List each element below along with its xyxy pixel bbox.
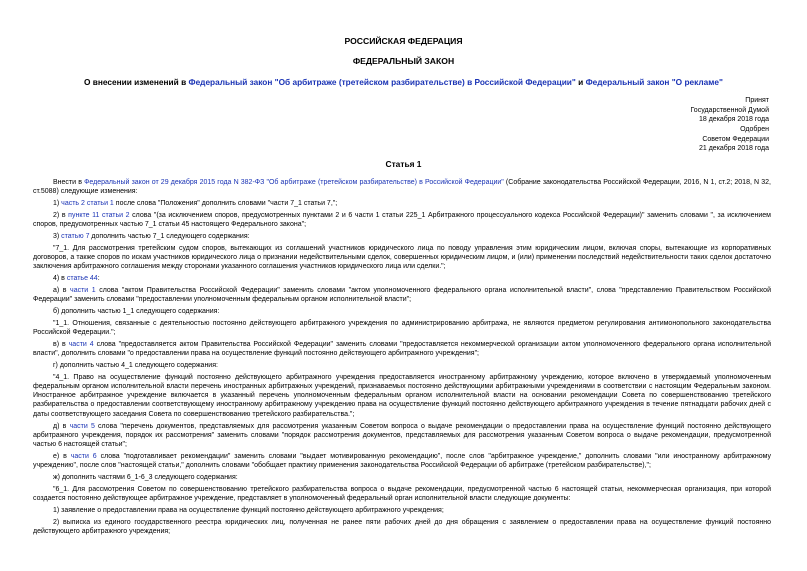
text: слова "подготавливает рекомендации" заменить словами "выдает мотивированную рекомендацию", после слов "арбитражное учреждение," дополнить словами "или иностранному арбитражному учреждению", после слов "настоящей статьи," дополнить словами "обобщает практику применения законодательства Российской Федерации об арбитраже (третейском разбирательстве),"; (33, 452, 771, 470)
paragraph: б) дополнить частью 1_1 следующего содержания: (53, 307, 220, 315)
acceptance-line: Принят (745, 97, 769, 104)
text: слова "(за исключением споров, предусмотренных пунктами 2 и 6 части 1 статьи 225_1 Арбитражного процессуального кодекса Российской Федерации)" заменить словами ", за исключением споров, предусмотренных частью 7_1 статьи 45 настоящего Федерального закона"; (33, 211, 771, 229)
paragraph: 2) выписка из единого государственного реестра юридических лиц, полученная не ранее пяти рабочих дней до дня обращения с заявлением о предоставлении права на осуществление функций постоянно действующего арбитражного учреждения; (33, 518, 771, 535)
article-body (33, 178, 771, 539)
text: в) в (53, 340, 69, 348)
text: Внести в (53, 179, 85, 186)
text: (Собрание законодательства Российской Федерации, 2016, N 1, ст.2; 2018, N 32, ст.5088) следующие изменения: (33, 179, 771, 196)
text: дополнить частью 7_1 следующего содержания: (89, 232, 250, 240)
law-link[interactable]: часть 2 статьи 1 (61, 200, 114, 208)
text: 3) (53, 232, 62, 240)
text: 4) в (53, 275, 67, 283)
paragraph (33, 422, 771, 450)
paragraph: ж) дополнить частями 6_1-6_3 следующего содержания: (53, 473, 238, 481)
text: д) в (53, 422, 70, 430)
title-conjunction: и (575, 77, 586, 87)
text: е) в (53, 452, 71, 460)
law-title (0, 77, 807, 88)
paragraph: "7_1. Для рассмотрения третейским судом споров, вытекающих из соглашений участников юридического лица по поводу управления этим юридическим лицом, включая споры, вытекающие из корпоративных договоров, а также споров по искам участников юридического лица о признании недействительными сделок, совершенных юридическим лицом, и (или) применении последствий недействительности таких сделок достаточно заключения арбитражного соглашения между сторонами указанного соглашения участников юридического лица или сделки."; (33, 244, 771, 271)
paragraph (33, 274, 771, 283)
paragraph (33, 178, 771, 196)
paragraph: 1) заявление о предоставлении права на осуществление функций постоянно действующего арбитражного учреждения; (53, 506, 444, 514)
text: 2) в (53, 211, 69, 219)
country-heading: РОССИЙСКАЯ ФЕДЕРАЦИЯ (344, 36, 463, 46)
article-heading: Статья 1 (385, 159, 422, 169)
law-link[interactable]: части 1 (70, 286, 96, 294)
text: 1) (53, 200, 62, 208)
law-link[interactable]: статью 7 (61, 232, 90, 240)
title-link-arbitration-law[interactable]: Федеральный закон "Об арбитраже (третейском разбирательстве) в Российской Федерации" (188, 77, 576, 87)
title-prefix: О внесении изменений в (84, 77, 189, 87)
paragraph (33, 232, 771, 241)
text: слова "актом Правительства Российской Федерации" заменить словами "актом уполномоченного федерального органа исполнительной власти", слова "представлению Правительством Российской Федерации" заменить словами "предоставлении уполномоченным федеральным органом исполнительной власти"; (33, 286, 771, 304)
title-link-advertising-law[interactable]: Федеральный закон "О рекламе" (585, 77, 723, 87)
acceptance-line: Советом Федерации (702, 135, 769, 143)
law-heading: ФЕДЕРАЛЬНЫЙ ЗАКОН (352, 56, 455, 66)
law-link[interactable]: части 4 (68, 340, 94, 348)
paragraph (33, 452, 771, 470)
acceptance-block (690, 96, 769, 154)
law-link[interactable]: части 6 (70, 452, 97, 460)
text: а) в (53, 286, 71, 294)
law-link[interactable]: статье 44 (66, 275, 98, 283)
text: : (97, 275, 100, 283)
text: слова "перечень документов, представляемых для рассмотрения указанным Советом вопроса о выдаче рекомендации о предоставлении права на осуществление функций постоянно действующего арбитражного учреждения, порядок их рассмотрения" заменить словами "порядок рассмотрения документов, представляемых для рассмотрения указанным Советом вопроса о выдаче рекомендации, предусмотренной частью 6 настоящей статьи"; (33, 422, 771, 448)
acceptance-line: 18 декабря 2018 года (698, 116, 769, 124)
text: слова "предоставляется актом Правительства Российской Федерации" заменить словами "предоставляется некоммерческой организации актом уполномоченного федерального органа исполнительной власти", дополнить словами "о предоставлении права на осуществление функций постоянно действующего арбитражного учреждения"; (33, 340, 772, 358)
paragraph: г) дополнить частью 4_1 следующего содержания: (53, 361, 218, 369)
paragraph (33, 340, 771, 358)
paragraph: "4_1. Право на осуществление функций постоянно действующего арбитражного учреждения предоставляется иностранному арбитражному учреждению, которое включено в утверждаемый уполномоченным федеральным органом исполнительной власти перечень иностранных арбитражных учреждений, признаваемых постоянно действующими арбитражными учреждениями в соответствии с настоящим Федеральным законом. Иностранное арбитражное учреждение включается в указанный перечень уполномоченным федеральным органом исполнительной власти на основании рекомендации Совета по совершенствованию третейского разбирательства о предоставлении соответствующему иностранному арбитражному учреждению права на осуществление функций постоянно действующего арбитражного учреждения в течение пятнадцати рабочих дней с даты соответствующего заседания Совета по совершенствованию третейского разбирательства."; (33, 373, 771, 418)
paragraph (33, 199, 771, 208)
law-link[interactable]: Федеральный закон от 29 декабря 2015 года N 382-ФЗ "Об арбитраже (третейском разбирательстве) в Российской Федерации" (84, 179, 504, 186)
text: после слова "Положения" дополнить словами "части 7_1 статьи 7,"; (113, 200, 338, 208)
acceptance-line: Одобрен (740, 125, 769, 133)
acceptance-line: 21 декабря 2018 года (698, 145, 769, 153)
paragraph (33, 211, 771, 229)
law-link[interactable]: пункте 11 статьи 2 (68, 211, 130, 219)
law-link[interactable]: части 5 (69, 422, 95, 430)
acceptance-line: Государственной Думой (690, 106, 769, 114)
paragraph: "6_1. Для рассмотрения Советом по совершенствованию третейского разбирательства вопроса о выдаче рекомендации, предусмотренной частью 6 настоящей статьи, некоммерческая организация, при которой создается постоянно действующее арбитражное учреждение, представляет в уполномоченный федеральный орган исполнительной власти следующие документы: (33, 485, 771, 502)
paragraph (33, 286, 771, 304)
paragraph: "1_1. Отношения, связанные с деятельностью постоянно действующего арбитражного учреждения по администрированию арбитража, не являются предметом регулирования антимонопольного законодательства Российской Федерации."; (33, 319, 771, 337)
